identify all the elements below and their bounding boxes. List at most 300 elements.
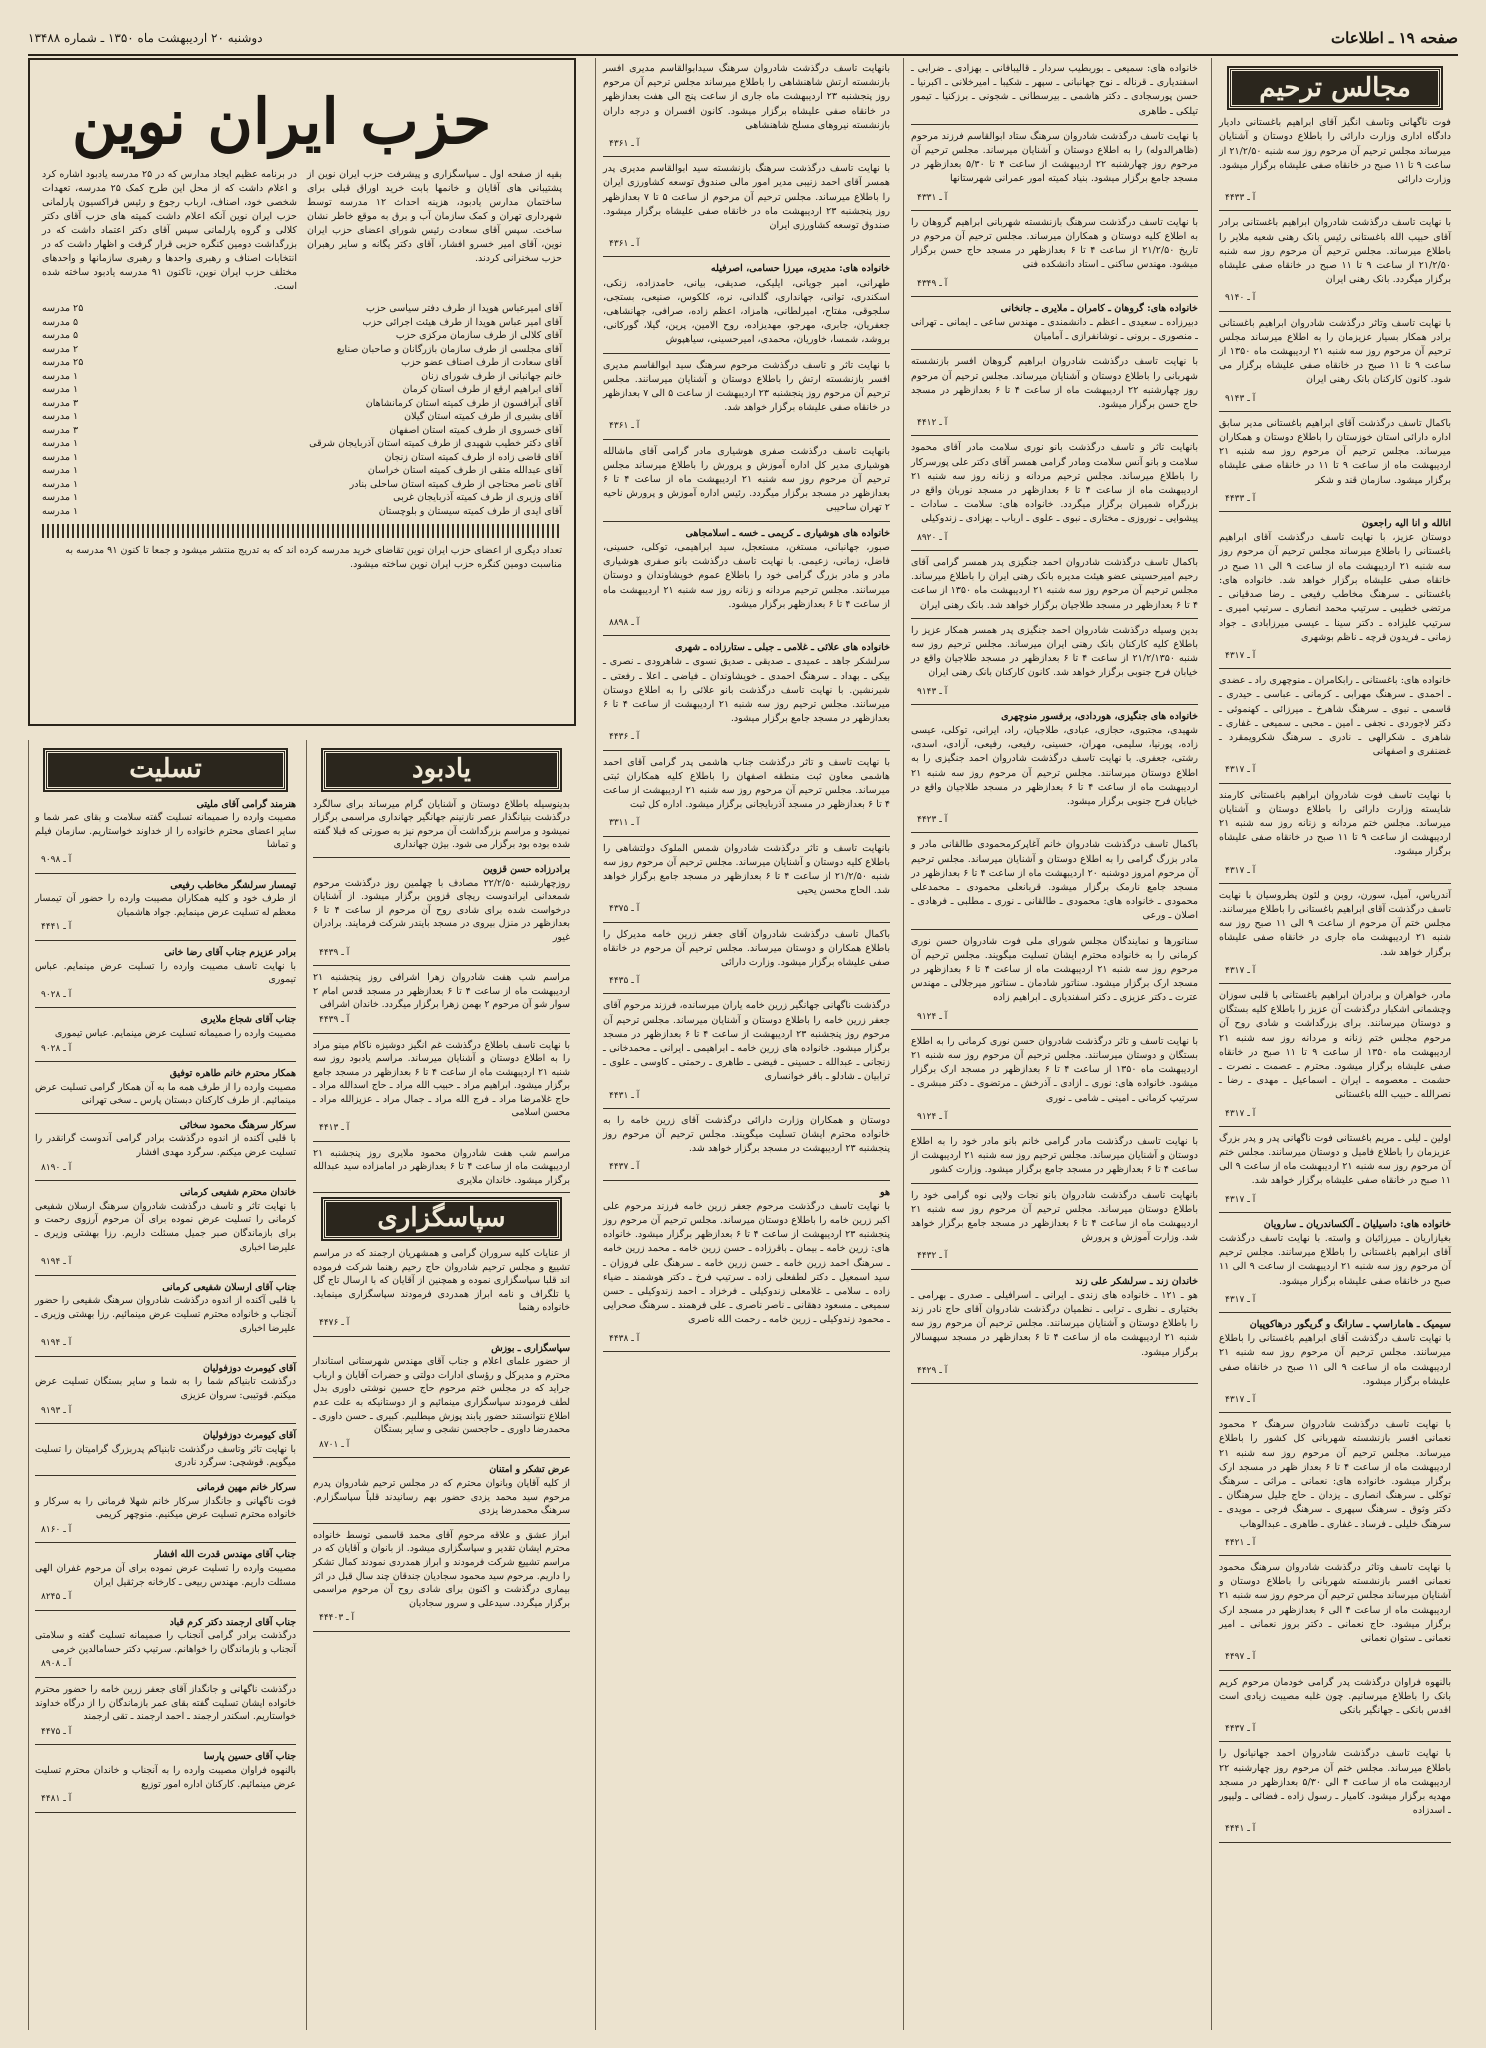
notice-divider <box>911 296 1198 297</box>
notice-item <box>911 935 1198 1030</box>
notice-item <box>313 1529 570 1632</box>
notice-code: آ ـ ۴۳۱۷ <box>1225 1194 1256 1205</box>
notice-item <box>603 445 890 522</box>
yadbud-heading: یادبود <box>323 750 560 790</box>
notice-item <box>35 879 296 941</box>
notice-item <box>35 1429 296 1476</box>
notice-item <box>603 641 890 750</box>
notice-code: آ ـ ۴۴۷۶ <box>319 1318 350 1328</box>
notice-text: بانهایت تاسف درگذشت شادروان بانو نجات ولایی نوه گرامی خود را باطلاع دوستان میرساند. مجلس ترحیم آن مرحوم روز سه شنبه ۲۱ اردیبهشت ماه از ساعت ۴ تا ۶ بعدازظهر در مسجد جامع برگزار خواهد شد. وزارت آموزش و پرورش <box>911 1189 1198 1244</box>
notice-item <box>35 1362 296 1424</box>
notice-code: آ ـ ۹۱۹۳ <box>41 1405 72 1416</box>
notice-divider <box>313 965 570 966</box>
notice-item <box>313 1342 570 1459</box>
notice-text: با نهایت تاسف و تاثر درگذشت جناب هاشمی پدر گرامی آقای احمد هاشمی معاون ثبت منطقه اصفهان را باطلاع کلیه همکاران ثبتی میرساند. مجلس ترحیم آن مرحوم روز سه شنبه ۲۱ اردیبهشت از ساعت ۴ تا ۶ بعدازظهر در مسجد آذربایجانی برگزار میشود. اداره کل ثبت <box>603 756 890 811</box>
notice-code: آ ـ ۴۳۱۷ <box>1225 765 1256 776</box>
notice-code: آ ـ ۴۳۱۷ <box>1225 965 1256 976</box>
notice-text: دوستان و همکاران وزارت دارائی درگذشت آقای زرین خامه را به خانواده محترم ایشان تسلیت میگویند. مجلس ترحیم آن مرحوم روز پنجشنبه ۲۳ اردیبهشت در مسجد برگزار خواهد شد. <box>603 1114 890 1155</box>
notice-text: روزچهارشنبه ۲۲/۲/۵۰ مصادف با چهلمین روز درگذشت مرحوم شمعدانی ایراندوست ریچای قزوین برگزار میشود. از آشنایان درخواست شده برای شادی روح آن مرحوم از ساعت ۴ تا ۶ بعدازظهر در منزل بیروی در مسجد بایندر شرکت فرمایند. برادران غیور <box>313 877 570 943</box>
notice-divider <box>603 353 890 354</box>
quota-row <box>42 356 562 370</box>
notice-code: آ ـ ۴۴۳۳ <box>1225 193 1256 204</box>
notice-item <box>603 999 890 1108</box>
notice-divider <box>911 929 1198 930</box>
notice-text: از طرف خود و کلیه همکاران مصیبت وارده را حضور آن تیمسار معظم له تسلیت عرض مینمایم. جواد هاشمیان <box>35 893 296 918</box>
notice-code: آ ـ ۴۳۱۷ <box>1225 1294 1256 1305</box>
notice-item <box>35 946 296 1008</box>
notice-divider <box>603 1351 890 1352</box>
notice-text: اولین ـ لیلی ـ مریم باغستانی فوت ناگهانی پدر و پدر بزرگ عزیزمان را باطلاع فامیل و دوستان میرسانند. مجلس ختم آن مرحوم روز سه شنبه ۲۱ اردیبهشت ماه از ساعت ۹ الی ۱۱ صبح در خانقاه صفی علیشاه برگزار خواهد شد. <box>1219 1132 1451 1187</box>
notice-code: آ ـ ۴۴۳۹ <box>319 947 350 958</box>
quota-count: ۲۵ مدرسه <box>42 303 84 314</box>
notice-divider <box>911 550 1198 551</box>
quota-count: ۳ مدرسه <box>42 397 79 409</box>
notice-item <box>1219 216 1451 311</box>
notice-code: آ ـ ۹۱۴۳ <box>1225 393 1256 404</box>
notice-divider <box>603 993 890 994</box>
notice-text: مراسم شب هفت شادروان محمود ملایری روز پنجشنبه ۲۱ اردیبهشت ماه از ساعت ۴ تا ۶ بعدازظهر در امامزاده سید عبدالله برگزار میشود. خاندان ملایری <box>313 1147 570 1186</box>
notice-item <box>603 1186 890 1352</box>
notice-title: خانواده های: گروهان ـ کامران ـ ملایری ـ جانخانی <box>1000 302 1198 314</box>
notice-text: مصیبت وارده را از طرف همه ما به آن همکار گرامی تسلیت عرض مینمائیم. از طرف کارکنان دبستان پارس ـ سخی تهرانی <box>35 1081 296 1107</box>
notice-text: از کلیه آقایان وبانوان محترم که در مجلس ترحیم شادروان پدرم مرحوم سید محمد یزدی حضور بهم رسانیدند قلباً سپاسگزارم. سرهنگ محمدرضا یزدی <box>313 1477 570 1517</box>
notice-item <box>35 1548 296 1610</box>
notice-item <box>1219 1218 1451 1313</box>
party-col-left: در برنامه عظیم ایجاد مدارس که در ۲۵ مدرسه یادبود اشاره کرد و اعلام داشت که از محل این طرح کمک ۲۵ مدرسه، تعهدات شخصی خود، اصناف، ارباب رجوع و رئیس فراکسیون پارلمانی حزب ایران نوین آنکه اعلام داشت کمیته های حزب آقای دکتر کلالی و گروه پارلمانی سپس آقای دکتر اعتماد داشت که در بزرگداشت دومین کنگره حزبی قرار گرفت و اظهار داشت که در انتخابات اصناف و رهبری واحدها و رهبری سازمانها و واحدهای مختلف حزب ایران نوین، تاکنون ۹۱ مدرسه یادبود ساخته شده است. <box>42 169 298 292</box>
notice-divider <box>313 857 570 858</box>
notice-code: آ ـ ۴۴۳۶ <box>609 732 640 743</box>
quota-row <box>42 478 562 492</box>
notice-text: سرلشکر جاهد ـ عمیدی ـ صدیقی ـ صدیق نسوی ـ شاهرودی ـ نصری ـ بیکی ـ بهداد ـ سرهنگ احمدی ـ خویشاوندان ـ فیاضی ـ اعلا ـ رفعتی ـ شیرنشین. با نهایت تاسف درگذشت بانو علائی را به اطلاع دوستان میرسانند. مجلس ترحیم روز سه شنبه ۲۱ اردیبهشت از ساعت ۴ تا ۶ بعدازظهر در مسجد جامع برگزار میشود. <box>603 656 891 725</box>
notice-divider <box>1219 1670 1451 1671</box>
notice-divider <box>911 1129 1198 1130</box>
notice-item <box>313 798 570 858</box>
quota-count: ۱ مدرسه <box>42 411 79 422</box>
notice-divider <box>911 1269 1198 1270</box>
notice-text: سناتورها و نمایندگان مجلس شورای ملی فوت شادروان حسن نوری کرمانی را به خانواده محترم ایشان تسلیت میگویند. مجلس ترحیم آن مرحوم روز سه شنبه ۲۱ اردیبهشت ماه از ساعت ۴ تا ۶ بعدازظهر در مسجد ارک برگزار میشود. سناتور شادمان ـ سناتور میرجلالی ـ مهندس عترت ـ دکتر عزیزی ـ دکتر اسفندیاری ـ ابراهیم زاده <box>911 935 1198 1004</box>
notice-divider <box>1219 511 1451 512</box>
notice-text: باکمال تاسف درگذشت شادروان آقای جعفر زرین خامه مدیرکل را باطلاع همکاران و دوستان میرساند. مجلس ترحیم آن مرحوم در خانقاه صفی علیشاه برگزار میشود. وزارت دارائی <box>603 928 890 968</box>
notice-divider <box>35 1677 296 1678</box>
notice-item <box>313 863 570 966</box>
quota-row <box>42 383 562 397</box>
notice-text: باکمال تاسف درگذشت آقای ابراهیم باغستانی مدیر سابق اداره دارائی استان خوزستان را باطلاع دوستان و همکاران میرساند. مجلس ترحیم آن مرحوم روز سه شنبه ۲۱ اردیبهشت ماه از ساعت ۹ تا ۱۱ در خانقاه صفی علیشاه برگزار میشود. سازمان قند و شکر <box>1219 417 1452 486</box>
notice-divider <box>911 1183 1198 1184</box>
notice-divider <box>603 635 890 636</box>
notice-code: آ ـ ۹۰۹۸ <box>41 854 72 865</box>
notice-list <box>313 1247 570 1632</box>
quota-row <box>42 464 562 478</box>
notice-code: آ ـ ۴۴۳۲ <box>917 1251 948 1262</box>
notice-text: درگذشت ناگهانی و جانگداز آقای جعفر زرین خامه را حضور محترم خانواده ایشان تسلیت گفته بقای عمر بازماندگان را از درگاه خداوند خواستاریم. اسکندر ارجمند ـ احمد ارجمند ـ تقی ارجمند <box>35 1684 296 1723</box>
notice-item <box>603 359 890 440</box>
party-article <box>28 58 576 726</box>
notice-divider <box>1219 311 1451 312</box>
quota-donor: آقای ناصر محتاجی از طرف کمیته استان ساحلی بنادر <box>349 478 562 490</box>
notice-text: با نهایت تاثر وتاسف درگذشت تابنیاکم پدربزرگ گرامیتان را تسلیت میگویم. قوشچی: سرگرد نادری <box>35 1443 296 1469</box>
notice-code: آ ـ ۹۱۹۴ <box>41 1257 72 1268</box>
notice-title: خانواده های هوشیاری ـ کریمی ـ خسه ـ اسلامجاهی <box>685 527 890 539</box>
notice-divider <box>911 1383 1198 1384</box>
notice-divider <box>911 349 1198 350</box>
notice-list <box>313 798 570 1194</box>
notice-item <box>911 624 1198 705</box>
notice-divider <box>603 922 890 923</box>
quota-row <box>42 343 562 357</box>
notice-item <box>603 928 890 995</box>
notice-text: بانهایت تاسف درگذشت صفری هوشیاری مادر گرامی آقای ماشالله هوشیاری مدیر کل اداره آموزش و پرورش را باطلاع میرساند مجلس ترحیم آن مرحوم روز سه شنبه ۲۱ اردیبهشت ماه از ساعت ۴ تا ۶ بعدازظهر در مسجد برگزار میگردد. رئیس اداره آموزش و پرورش ناحیه ۲ تهران ساحیبی <box>603 445 890 514</box>
quota-donor: آقای خسروی از طرف کمیته استان اصفهان <box>389 424 562 436</box>
notice-divider <box>313 1631 570 1632</box>
notice-divider <box>603 256 890 257</box>
quota-count: ۳ مدرسه <box>42 424 79 436</box>
notice-code: آ ـ ۴۳۶۱ <box>609 139 640 150</box>
notice-text: با نهایت تاسف وتاثر درگذشت شادروان ابراهیم باغستانی برادر همکار بسیار عزیزمان را به اطلاع میرساند مجلس ترحیم آن مرحوم روز سه شنبه ۲۱ اردیبهشت ماه ۱۳۵۰ از ساعت ۹ تا ۱۱ صبح در خانقاه صفی علیشاه برگزار می شود. کانون کارکنان بانک رهنی ایران <box>1219 317 1451 386</box>
notice-code: آ ـ ۴۴۲۹ <box>917 1365 948 1376</box>
notice-item <box>911 1275 1198 1384</box>
notice-code: آ ـ ۴۳۱۷ <box>1225 650 1256 661</box>
notice-code: آ ـ ۴۴۳۷ <box>609 1162 640 1173</box>
notice-code: آ ـ ۹۰۲۸ <box>41 1043 72 1054</box>
notice-item <box>35 1119 296 1181</box>
party-quota <box>42 302 562 518</box>
notice-code: آ ـ ۴۴۳۱ <box>609 1090 640 1101</box>
notice-text: با نهایت تاسف درگذشت شادروان احمد جهانیانول را باطلاع میرساند. مجلس ختم آن مرحوم روز چهارشنبه ۲۲ اردیبهشت ماه از ساعت ۴ الی ۵/۳۰ بعدازظهر در مسجد مهدیه برگزار میشود. کامیار ـ رسول زاده ـ فضائی ـ ولیپور ـ اسدزاده <box>1219 1748 1452 1817</box>
notice-divider <box>603 439 890 440</box>
notice-title: سرکار خانم مهین فرمانی <box>196 1481 296 1493</box>
notice-text: مصیبت وارده را صمیمانه تسلیت عرض مینمایم. عباس تیموری <box>54 1027 296 1039</box>
notice-title: هو <box>879 1186 890 1198</box>
notice-text: بانهایت تاسف و تاثر درگذشت شادروان شمس الملوک دولتشاهی را باطلاع کلیه دوستان و آشنایان میرساند. مجلس ترحیم آن مرحوم روز سه شنبه ۲۱/۲/۵۰ از ساعت ۴ تا ۶ بعدازظهر در مسجد جامع برگزار خواهد شد. الحاج محسن یحیی <box>603 842 890 897</box>
quota-count: ۱ مدرسه <box>42 370 79 382</box>
notice-item <box>1219 1561 1451 1670</box>
notice-item <box>313 1039 570 1142</box>
notice-text: طهرانی، امیر جویانی، ایلیکی، صدیقی، بیانی، حامدزاده، زنکی، اسکندری، توانی، جهانداری، گلدانی، نره، کلکوس، صنیعی، بستجی، سلجوقی، مفتاح، امیرلطانی، هامزاد، اعظم زاده، صرافی، جهانشاهی، جعفریان، جابری، مهرجو، مهدیزاده، روح الامین، پرین، گیلا، گورکانی، بروشد، شمسا، خاوریان، محمدی، امیرحسینی، سیاهپوش <box>603 277 890 346</box>
notice-text: شهیدی، مجتبوی، حجازی، عبادی، طلاجیان، راد، ایرانی، توکلی، عیسی زاده، پورنیا، سلیمی، مهران، حسینی، رفیعی، رفیعی، آزادی، اسدی، رشتی، جعفری. با نهایت تاسف درگذشت شادروان احمد جنگیزی را به اطلاع دوستان میرسانند. مجلس ترحیم آن مرحوم روز سه شنبه ۲۱ اردیبهشت ماه از ساعت ۴ تا ۶ بعدازظهر در مسجد طلاجیان واقع در خیابان فرح جنوبی برگزار میشود. <box>911 724 1198 807</box>
notice-item <box>1219 1132 1451 1213</box>
notice-divider <box>911 435 1198 436</box>
notice-item <box>603 62 890 157</box>
quota-count: ۱ مدرسه <box>42 492 79 503</box>
notice-divider <box>35 940 296 941</box>
notice-divider <box>35 1812 296 1813</box>
notice-text: مادر، خواهران و برادران ابراهیم باغستانی با قلبی سوزان وچشمانی اشکبار درگذشت آن عزیز را باطلاع کلیه بستگان و دوستان میرسانند. برای بزرگداشت و شادی روح آن مرحوم مجلس ختم زنانه و مردانه روز سه شنبه ۲۱ اردیبهشت ماه ۱۳۵۰ از ساعت ۹ تا ۱۱ صبح در خانقاه صفی علیشاه برگزار میشود. محترم ـ عصمت ـ نصرت ـ حشمت ـ معصومه ـ ایران ـ اسماعیل ـ مهدی ـ رضا ـ نصرالله ـ حبیب الله باغستانی <box>1219 989 1451 1101</box>
notice-list <box>911 62 1198 1384</box>
notice-divider <box>35 1007 296 1008</box>
majales-heading: مجالس ترحیم <box>1229 68 1441 108</box>
quota-count: ۱ مدرسه <box>42 384 79 395</box>
quota-donor: آقای امیرعباس هویدا از طرف دفتر سیاسی حزب <box>365 303 562 314</box>
quota-donor: آقای ابراهیم ارقع از طرف استان کرمان <box>402 384 562 395</box>
notice-item <box>35 1683 296 1745</box>
quota-row <box>42 491 562 505</box>
notice-text: بالنهوه فراوان درگذشت پدر گرامی خودمان مرحوم کریم بانک را باطلاع میرسانیم. چون غلبه مصیبت زیادی است اقدس بانکی ـ جهانگیر بانکی <box>1219 1676 1451 1716</box>
notice-item <box>1219 989 1451 1127</box>
notice-text: با قلبی آکنده از اندوه درگذشت شادروان سرهنگ شفیعی را حضور آنجناب و خانواده محترم تسلیت عرض مینمائیم. رزا بهشتی وزیری ـ علیرضا اخباری <box>35 1295 296 1334</box>
quota-donor: آقای قاضی زاده از طرف کمیته استان زنجان <box>384 451 562 463</box>
notice-title: هنرمند گرامی آقای ملیتی <box>196 798 296 810</box>
quota-donor: آقای کلالی از طرف سازمان مرکزی حزب <box>395 330 562 341</box>
notice-text: با نهایت تاسف مصیبت وارده را تسلیت عرض مینمایم. عباس تیموری <box>35 960 296 986</box>
notice-item <box>35 1750 296 1812</box>
notice-text: با نهایت تاسف درگذشت شادروان سرهنگ ستاد ابوالقاسم فرزند مرحوم (ظاهرالدوله) را به اطلاع دوستان و آشنایان میرساند. مجلس ترحیم آن مرحوم روز چهارشنبه ۲۲ اردیبهشت از ساعت ۴ تا ۵/۳۰ بعدازظهر در مسجد جامع برگزار میشود. بنیاد کمیته امور عمرانی شهرستانها <box>911 130 1198 185</box>
quota-donor: آقای دکتر خطیب شهیدی از طرف کمیته استان آذربایجان شرقی <box>309 438 562 449</box>
notice-text: با نهایت تاسف درگذشت مرحوم جعفر زرین خامه فرزند مرحوم علی اکبر زرین خامه را باطلاع دوستان میرساند. مجلس ترحیم آن مرحوم روز پنجشنبه ۲۳ اردیبهشت از ساعت ۴ تا ۶ بعدازظهر برگزار میشود. خانواده های: زرین خامه ـ بیمان ـ باقرزاده ـ حسن زرین خامه ـ محمد زرین خامه ـ سرهنگ احمد زرین خامه ـ حسن زرین خامه ـ سرهنگ علی فروزان ـ سید اسمعیل ـ دکتر لطفعلی زاده ـ سرتیپ فرخ ـ دکتر هوشمند ـ ضیاء زاده ـ سلامی ـ غلامعلی زندوکیلی ـ فرخزاد ـ احمد زندوکیلی ـ حسن سمیعی ـ مسعود دهقانی ـ ناصر ناصری ـ علی فرهمند ـ سرهنگ صحرایی ـ محمود زندوکیلی ـ زرین خامه ـ رحمت الله ناصری <box>603 1200 891 1326</box>
notice-item <box>1219 1318 1451 1413</box>
notice-divider <box>313 1336 570 1337</box>
notice-title: خانواده های جنگیزی، هوردادی، برفسور منوچهری <box>1001 710 1198 722</box>
notice-item <box>35 798 296 874</box>
notice-divider <box>35 1475 296 1476</box>
notice-item <box>1219 1676 1451 1743</box>
notice-title: عرض تشکر و امتنان <box>489 1464 570 1476</box>
notice-text: درگذشت ناگهانی جهانگیر زرین خامه یاران میرسانده، فرزند مرحوم آقای جعفر زرین خامه را باطلاع دوستان و آشنایان میرساند. مجلس ترحیم آن مرحوم روز پنجشنبه ۲۳ اردیبهشت از ساعت ۴ تا ۶ بعدازظهر در مسجد برگزار میشود. خانواده های زرین خامه ـ ابراهیمی ـ ایرانی ـ محمدخانی ـ زنجانی ـ عبدالله ـ حسینی ـ فیضی ـ طاهری ـ رحمتی ـ کاوسی ـ علوی ـ ترابیان ـ شادلو ـ باقر خوانساری <box>603 1000 890 1083</box>
notice-divider <box>1219 1126 1451 1127</box>
notice-divider <box>603 750 890 751</box>
notice-title: خاندان زند ـ سرلشکر علی زند <box>1075 1275 1198 1287</box>
notice-divider <box>35 1180 296 1181</box>
quota-donor: آقای آبرافسون از طرف کمیته استان کرمانشاهان <box>365 397 562 409</box>
notice-code: آ ـ ۴۴۴۱ <box>41 922 72 933</box>
notice-item <box>313 1247 570 1337</box>
notice-code: آ ـ ۴۴۱۲ <box>917 418 948 429</box>
notice-item <box>911 556 1198 619</box>
notice-divider <box>1219 1412 1451 1413</box>
tasliyat-heading: تسلیت <box>45 750 286 790</box>
notice-text: با نهایت تاسف درگذشت آقای ابراهیم باغستانی را باطلاع میرسانند. مجلس ترحیم آن مرحوم روز سه شنبه ۲۱ اردیبهشت ماه از ساعت ۹ الی ۱۱ صبح در خانقاه صفی علیشاه برگزار میشود. <box>1219 1333 1451 1387</box>
notice-code: آ ـ ۳۳۱۱ <box>609 818 640 829</box>
notice-divider <box>35 1275 296 1276</box>
notice-item <box>911 216 1198 297</box>
notice-title: آقای کیومرث دوزفولیان <box>203 1430 296 1442</box>
notice-title: همکار محترم خانم طاهره توفیق <box>169 1068 296 1080</box>
notice-item <box>911 710 1198 834</box>
notice-text: با نهایت تاسف درگذشت سرهنگ بازنشسته شهربانی ابراهیم گروهان را به اطلاع کلیه دوستان و همکاران میرساند. مجلس ترحیم آن مرحوم در تاریخ ۲۱/۲/۵۰ از ساعت ۴ تا ۶ بعدازظهر در مسجد حاج حسن برگزار میشود. مهندس ساکنی ـ استاد دانشکده فنی <box>911 216 1198 271</box>
notice-code: آ ـ ۸۹۰۸ <box>41 1659 72 1670</box>
notice-code: آ ـ ۴۴۹۷ <box>1225 1652 1256 1663</box>
notice-code: آ ـ ۴۳۷۵ <box>609 904 640 915</box>
notice-title: جناب آقای حسین پارسا <box>203 1751 296 1763</box>
notice-item <box>1219 116 1451 211</box>
notice-text: با قلبی آکنده از اندوه درگذشت برادر گرامی آندوست گرانقدر را تسلیت عرض میکنم. سرگرد مهدی افشار <box>35 1133 296 1159</box>
notice-item <box>603 1114 890 1181</box>
notice-item <box>911 1035 1198 1130</box>
notice-title: خانواده های: داسیلیان ـ آلکساندریان ـ سارویان <box>1263 1218 1451 1230</box>
sepas-heading: سپاسگزاری <box>323 1199 560 1239</box>
notice-item <box>35 1481 296 1543</box>
notice-item <box>911 1135 1198 1184</box>
notice-code: آ ـ ۸۸۹۸ <box>609 617 640 628</box>
notice-divider <box>35 1356 296 1357</box>
notice-divider <box>911 704 1198 705</box>
quota-count: ۱ مدرسه <box>42 438 79 449</box>
notice-text: از حضور علمای اعلام و جناب آقای مهندس شهرستانی استاندار محترم و مدیرکل و رؤسای ادارات دولتی و حضرات آقایان و ارباب جراید که در مجلس ختم مرحوم حاج حسین نوشتی داوری بدل لطف فرمودند سپاسگزاری مینمائیم و از دوستانیکه به علت عدم اطلاع نتوانستند حضور یابند پوزش میطلبیم. کبیری ـ حسن داوری ـ محمدرضا داوری ـ حاجحسن نشجی و سایر بستگان <box>313 1356 570 1436</box>
notice-code: آ ـ ۴۳۴۹ <box>917 278 948 289</box>
column-yadbud <box>306 740 576 2030</box>
notice-title: جناب آقای ارسلان شفیعی کرمانی <box>162 1281 296 1293</box>
notice-text: از عنایات کلیه سروران گرامی و همشهریان ارجمند که در مراسم تشییع و مجلس ترحیم شادروان حاج رحیم رهنما شرکت فرموده اند قلبا سپاسگزاری نموده و همچنین از آقایان که با ارسال تاج گل یا تلگراف و نامه ابراز همدردی فرمودند سپاسگزاری مینماید. خانواده رهنما <box>313 1248 570 1314</box>
notice-code: آ ـ ۸۲۴۵ <box>41 1592 72 1603</box>
notice-text: بانهایت تاثر و تاسف درگذشت بانو نوری سلامت مادر آقای محمود سلامت و بانو آنس سلامت ومادر گرامی همسر آقای دکتر علی پورسرکار را باطلاع میرساند. مجلس ترحیم مردانه و زنانه روز سه شنبه ۲۱ اردیبهشت ماه از ساعت ۴ تا ۶ بعدازظهر در مسجد نوربان واقع در بزرگراه شمیران برگزار میگردد. خانواده های: سلامت ـ سادات ـ پیشوایی ـ نوروزی ـ مختاری ـ نبوی ـ علوی ـ ارباب ـ بهزادی ـ زندوکیلی <box>911 442 1198 525</box>
notice-title: جناب آقای مهندس قدرت الله افشار <box>154 1549 296 1561</box>
notice-divider <box>911 832 1198 833</box>
notice-divider <box>603 521 890 522</box>
notice-code: آ ـ ۹۱۴۰ <box>1225 293 1256 304</box>
notice-text: درگذشت برادر گرامی آنجناب را صمیمانه تسلیت گفته و سلامتی آنجناب و بازماندگان را خواهانم. سرتیپ دکتر حسامالدین خرمی <box>35 1630 296 1655</box>
party-footer: تعداد دیگری از اعضای حزب ایران نوین تقاضای خرید مدرسه کرده اند که به تدریج منتشر میشود و جمعا تا کنون ۹۱ مدرسه به مناسبت دومین کنگره حزب ایران نوین ساخته میشود. <box>65 545 562 570</box>
notice-divider <box>1219 1741 1451 1742</box>
notice-code: آ ـ ۴۴۳۹ <box>319 1014 350 1025</box>
notice-divider <box>1219 1555 1451 1556</box>
notice-item <box>603 842 890 923</box>
notice-divider <box>1219 883 1451 884</box>
notice-item <box>1219 1747 1451 1842</box>
notice-divider <box>911 1029 1198 1030</box>
notice-title: تیمسار سرلشگر مخاطب رفیعی <box>170 879 296 891</box>
notice-divider <box>1219 210 1451 211</box>
notice-code: آ ـ ۴۴۴۰۳ <box>319 1613 355 1624</box>
notice-divider <box>911 124 1198 125</box>
column-three <box>595 58 897 2030</box>
notice-text: مصیبت وارده را صمیمانه تسلیت گفته سلامت و بقای عمر شما و سایر اعضای محترم خانواده را از خداوند خواستاریم. سازمان فیلم و تماشا <box>35 812 296 851</box>
party-title: حزب ایران نوین <box>72 85 492 158</box>
quota-list <box>42 302 562 518</box>
quota-donor: آقای ایدی از طرف کمیته سیستان و بلوچستان <box>378 505 562 517</box>
notice-text: با نهایت تاسف درگذشت مادر گرامی خانم بانو مادر خود را به اطلاع دوستان و آشنایان میرساند. مجلس ترحیم روز سه شنبه ۲۱ اردیبهشت از ساعت ۴ تا ۶ بعدازظهر در مسجد جامع برگزار میشود. وزارت کشور <box>911 1136 1198 1176</box>
notice-title: برادر عزیزم جناب آقای رضا خانی <box>164 946 296 958</box>
notice-title: سپاسگزاری ـ بوزش <box>491 1342 570 1354</box>
notice-title: خانواده های علائی ـ غلامی ـ جبلی ـ ستارزاده ـ شهری <box>675 642 890 654</box>
quota-row <box>42 302 562 316</box>
notice-divider <box>603 1180 890 1181</box>
notice-text: بغیازاریان ـ میرزائیان و واسته. با نهایت تاسف درگذشت آقای ابراهیم باغستانی را باطلاع میرسانند. مجلس ترحیم آن مرحوم روز سه شنبه ۲۱ اردیبهشت از ساعت ۹ الی ۱۱ صبح در خانقاه صفی علیشاه برگزار میشود. <box>1219 1233 1451 1287</box>
quota-row <box>42 370 562 384</box>
notice-code: آ ـ ۴۳۱۷ <box>1225 1108 1256 1119</box>
party-col-right: بقیه از صفحه اول ـ سپاسگزاری و پیشرفت حزب ایران نوین از پشتیبانی های آقایان و خانمها بابت خرید اوراق قبلی برای ساختمان مدارس یادبود، هزینه احداث ۱۲ مدرسه توسط شهرداری تهران و کمک سازمان آب و برق به موقع خاطر نشان ساخت. سپس آقای سعادت رئیس شورای اعضای حزب ایران نوین، آقای امیر خسرو افشار، آقای دکتر یگانه و سایر رهبران حزب سخنرانی کردند. <box>307 169 562 264</box>
notice-text: درگذشت تابنیاکم شما را به شما و سایر بستگان تسلیت عرض میکنم. قوتیبی: سروان عزیزی <box>35 1376 296 1401</box>
quota-row <box>42 437 562 451</box>
notice-divider <box>1219 1842 1451 1843</box>
notice-item <box>35 1186 296 1276</box>
notice-divider <box>313 1192 570 1193</box>
notice-text: باکمال تاسف درگذشت شادروان خانم آغاپرکرمحمودی طالقانی مادر و مادر بزرگ گرامی را به اطلاع دوستان و آشنایان میرساند. مجلس ترحیم آن مرحوم امروز دوشنبه ۲۰ اردیبهشت ماه از ساعت ۴ تا ۶ بعدازظهر در مسجد جامع نارمک برگزار میشود. قربانعلی محمودی ـ محمدعلی محمودی ـ خانواده های: محمودی ـ طالقانی ـ نوری ـ مطلبی ـ فرهادی ـ اصلان ـ ورعی <box>911 839 1198 922</box>
notice-text: با نهایت تاسف درگذشت شادروان ابراهیم باغستانی برادر آقای حبیب الله باغستانی رئیس بانک رهنی شعبه ملایر را باطلاع میرساند. مجلس ترحیم آن مرحوم روز سه شنبه ۲۱/۲/۵۰ از ساعت ۹ تا ۱۱ صبح در خانقاه صفی علیشاه برگزار میگردد. بانک رهنی ایران <box>1219 217 1451 286</box>
notice-code: آ ـ ۹۱۹۴ <box>41 1338 72 1349</box>
notice-item <box>603 262 890 353</box>
notice-text: خانواده های: باغستانی ـ رابکامران ـ منوچهری راد ـ عضدی ـ احمدی ـ سرهنگ مهرابی ـ کرمانی ـ عباسی ـ حیدری ـ قاسمی ـ نبوی ـ سرهنگ شاهرخ ـ میرزائی ـ کهنموئی ـ دکتر لاجوردی ـ نجفی ـ امین ـ محبی ـ سمیعی ـ غفاری ـ شاهری ـ شکرالهی ـ نادری ـ سرهنگ شکرویمقرد ـ غضنفری و اصفهانی <box>1219 675 1451 758</box>
notice-text: هو ـ ۱۲۱ ـ خانواده های زندی ـ ایرانی ـ اسرافیلی ـ صدری ـ بهرامی ـ بختیاری ـ نظری ـ ترابی ـ نظمیان درگذشت شادروان آقای حاج نادر زند را باطلاع دوستان و آشنایان میرسانند. مجلس ترحیم آن مرحوم روز سه شنبه ۲۱ اردیبهشت ماه از ساعت ۴ تا ۶ بعدازظهر در مسجد سپهسالار برگزار میشود. <box>911 1289 1198 1358</box>
notice-divider <box>313 1523 570 1524</box>
notice-code: آ ـ ۹۱۲۴ <box>917 1011 948 1022</box>
notice-code: آ ـ ۴۴۲۳ <box>917 815 948 826</box>
notice-title: برادرزاده حسن قزوین <box>482 863 570 875</box>
quota-donor: آقای مجلسی از طرف سازمان بازرگانان و صاحبان صنایع <box>336 343 562 355</box>
notice-code: آ ـ ۴۴۷۵ <box>41 1726 72 1737</box>
notice-item <box>603 756 890 837</box>
notice-text: دبیرزاده ـ سعیدی ـ اعظم ـ دانشمندی ـ مهندس ساعی ـ ایمانی ـ تهرانی ـ منصوری ـ برونی ـ نوشانفرازی ـ آمامیان <box>911 317 1198 343</box>
notice-item <box>1219 517 1451 669</box>
notice-code: آ ـ ۴۳۳۱ <box>917 192 948 203</box>
notice-code: آ ـ ۴۴۳۷ <box>1225 1724 1256 1735</box>
notice-item <box>1219 1418 1451 1556</box>
notice-title: جناب آقای ارجمند دکتر کرم قباد <box>169 1616 296 1628</box>
notice-divider <box>313 1457 570 1458</box>
notice-text: با نهایت تاسف درگذشت شادروان سرهنگ ۲ محمود نعمانی افسر بازنشسته شهربانی کل کشور را باطلاع میرساند. مجلس ترحیم آن مرحوم روز سه شنبه ۲۱ اردیبهشت ماه از ساعت ۴ تا ۶ بعداز ظهر در مسجد ارک برگزار میشود. خانواده های: نعمانی ـ مراثی ـ سرهنگ توکلی ـ سرهنگ انصاری ـ یزدان ـ حاج جلیل سرهنگان ـ دکتر وثوق ـ سرهنگ سپهری ـ سرهنگ فرجی ـ مویدی ـ سرهنگ خلیلی ـ فرساد ـ غفاری ـ طاهری ـ عبدالوهاب <box>1219 1419 1451 1530</box>
notice-item <box>313 971 570 1033</box>
notice-code: آ ـ ۴۴۳۸ <box>609 1333 640 1344</box>
quota-row <box>42 316 562 330</box>
quota-count: ۱ مدرسه <box>42 505 79 517</box>
notice-divider <box>313 1141 570 1142</box>
quota-count: ۲۵ مدرسه <box>42 357 84 368</box>
notice-divider <box>35 1610 296 1611</box>
notice-text: فوت ناگهانی وتاسف انگیز آقای ابراهیم باغستانی دادیار دادگاه اداری وزارت دارائی را باطلاع دوستان و آشنایان میرساند مجلس ترحیم آن مرحوم روز سه شنبه ۲۱/۲/۵۰ از ساعت ۹ تا ۱۱ صبح در خانقاه صفی علیشاه برگزار میشود. وزارت دارائی <box>1219 117 1451 186</box>
notice-title: سرکار سرهنگ محمود سخائی <box>179 1119 296 1131</box>
notice-item <box>911 130 1198 211</box>
notice-code: آ ـ ۴۴۱۳ <box>319 1123 350 1134</box>
notice-code: آ ـ ۴۳۶۱ <box>609 421 640 432</box>
notice-item <box>1219 674 1451 783</box>
notice-text: با نهایت تاثر و تاسف درگذشت مرحوم سرهنگ سید ابوالقاسم مدیری افسر بازنشسته ارتش را باطلاع دوستان و آشنایان میرسانند. مجلس ترحیم آن مرحوم روز پنجشنبه ۲۳ اردیبهشت از ساعت ۵ الی ۷ بعدازظهر در خانقاه صفی علیشاه برگزار خواهد شد. <box>603 359 890 414</box>
notice-item <box>1219 789 1451 884</box>
notice-text: با نهایت تاسف درگذشت شادروان ابراهیم گروهان افسر بازنشسته شهربانی را باطلاع دوستان و آشنایان میرساند. مجلس ترحیم آن مرحوم روز چهارشنبه ۲۲ اردیبهشت ماه از ساعت ۴ تا ۶ بعدازظهر در مسجد حاج حسن برگزار میشود. <box>911 356 1198 411</box>
notice-list <box>1219 116 1451 1842</box>
quota-donor: خانم جهانبانی از طرف شورای زنان <box>421 370 562 382</box>
column-two <box>903 58 1205 2030</box>
separator-hatch <box>42 524 562 538</box>
notice-divider <box>35 1061 296 1062</box>
notice-text: با نهایت تاسف فوت شادروان ابراهیم باغستانی کارمند شایسته وزارت دارائی را باطلاع دوستان و آشنایان میرساند. مجلس ختم مردانه و زنانه روز سه شنبه ۲۱ اردیبهشت از ساعت ۹ تا ۱۱ صبح در خانقاه صفی علیشاه برگزار میشود. <box>1219 789 1451 858</box>
notice-item <box>911 62 1198 125</box>
notice-divider <box>911 210 1198 211</box>
notice-item <box>35 1067 296 1114</box>
quota-row <box>42 424 562 438</box>
notice-text: با نهایت تاسف وتاثر درگذشت شادروان سرهنگ محمود نعمانی افسر بازنشسته شهربانی را باطلاع دوستان و آشنایان میرساند مجلس ترحیم آن مرحوم روز سه شنبه ۲۱ اردیبهشت ماه از ساعت ۴ الی ۶ بعدازظهر در مسجد ارک برگزار میشود. حاج نعمانی ـ دکتر بروز نعمانی ـ امیر نعمانی ـ ستوان نعمانی <box>1219 1562 1451 1645</box>
notice-item <box>603 162 890 257</box>
notice-item <box>313 1463 570 1523</box>
notice-text: باکمال تاسف درگذشت شادروان احمد جنگیزی پدر همسر گرامی آقای رحیم امیرحسینی عضو هیئت مدیره بانک رهنی ایران را باطلاع میرساند. مجلس ترحیم آن مرحوم روز سه شنبه ۲۱ اردیبهشت ماه ۱۳۵۰ از ساعت ۴ تا ۶ بعدازظهر در مسجد طلاجیان برگزار خواهد شد. بانک رهنی ایران <box>911 556 1198 611</box>
notice-title: جناب آقای شجاع ملایری <box>200 1014 296 1026</box>
notice-text: بدین وسیله درگذشت شادروان احمد جنگیزی پدر همسر همکار عزیز را باطلاع کلیه کارکنان بانک رهنی ایران میرساند. مجلس ترحیم روز سه شنبه ۲۱/۲/۱۳۵۰ از ساعت ۴ تا ۶ بعدازظهر در مسجد طلاجیان واقع در خیابان فرح جنوبی برگزار خواهد شد. کانون کارکنان بانک رهنی ایران <box>911 624 1198 679</box>
notice-divider <box>1219 411 1451 412</box>
notice-divider <box>35 1542 296 1543</box>
notice-item <box>1219 417 1451 512</box>
quota-donor: آقای عبدالله متقی از طرف کمیته استان خراسان <box>367 465 562 476</box>
quota-count: ۵ مدرسه <box>42 330 79 341</box>
notice-divider <box>603 836 890 837</box>
notice-text: مراسم شب هفت شادروان زهرا اشرافی روز پنجشنبه ۲۱ اردیبهشت ماه از ساعت ۴ تا ۶ بعدازظهر در مسجد قدس امام ۲ سوار شو آن مرحوم ۲ بهمن زهرا برگزار میگردد. خاندان اشرافی <box>313 972 570 1011</box>
notice-divider <box>35 1113 296 1114</box>
notice-text: فوت ناگهانی و جانگداز سرکار خانم شهلا فرمانی را به سرکار و خانواده محترم تسلیت عرض میکنیم. منوچهر کریمی <box>35 1495 296 1521</box>
notice-item <box>911 302 1198 351</box>
quota-row <box>42 329 562 343</box>
quota-row <box>42 410 562 424</box>
party-body <box>42 168 562 294</box>
notice-text: با نهایت تاسف درگذشت سرهنگ بازنشسته سید ابوالقاسم مدیری پدر همسر آقای احمد زنیبی مدیر امور مالی صندوق توسعه کشاورزی ایران را باطلاع میرساند. مجلس ترحیم آن مرحوم از ساعت ۵ تا ۷ بعدازظهر روز پنجشنبه ۲۳ اردیبهشت ماه در خانقاه صفی علیشاه برگزار میشود. صندوق توسعه کشاورزی ایران <box>603 163 891 232</box>
notice-text: مصیبت وارده را تسلیت عرض نموده برای آن مرحوم غفران الهی مسئلت داریم. مهندس ربیعی ـ کارخانه جرثقیل ایران <box>35 1562 296 1588</box>
notice-code: آ ـ ۹۱۴۳ <box>917 686 948 697</box>
quota-count: ۵ مدرسه <box>42 316 79 328</box>
notice-text: خانواده های: سمیعی ـ بوربطیب سردار ـ قالیبافانی ـ بهزادی ـ ضرابی ـ اسفندیاری ـ قرناله ـ نوح جهانبانی ـ سپهر ـ شکیبا ـ امیرخلانی ـ اکبرنیا ـ حسن پورسجادی ـ دکتر هاشمی ـ بیرسطانی ـ شجونی ـ برزکنیا ـ تیمور تیلکی ـ طاهری <box>911 63 1198 117</box>
notice-divider <box>1219 1212 1451 1213</box>
notice-code: آ ـ ۴۴۸۱ <box>41 1794 72 1805</box>
quota-row <box>42 505 562 519</box>
notice-title: انالله و انا الیه راجعون <box>1361 518 1451 530</box>
notice-item <box>911 355 1198 436</box>
column-majales <box>1211 58 1458 2030</box>
quota-donor: آقای بشیری از طرف کمیته استان گیلان <box>404 411 562 422</box>
notice-text: با نهایت تاسف باطلاع درگذشت غم انگیز دوشیزه ناکام مینو مراد را به اطلاع دوستان و آشنایان میرساند. مراسم یادبود روز سه شنبه ۲۱ اردیبهشت ماه از ساعت ۴ تا ۶ بعدازظهر در مسجد جامع برگزار میشود. ابراهیم مراد ـ حبیب الله مراد ـ حاج اسدالله مراد ـ حاج غلامرضا مراد ـ فرج الله مراد ـ جمال مراد ـ عزیزالله مراد ـ محسن اسلامی <box>313 1039 570 1119</box>
